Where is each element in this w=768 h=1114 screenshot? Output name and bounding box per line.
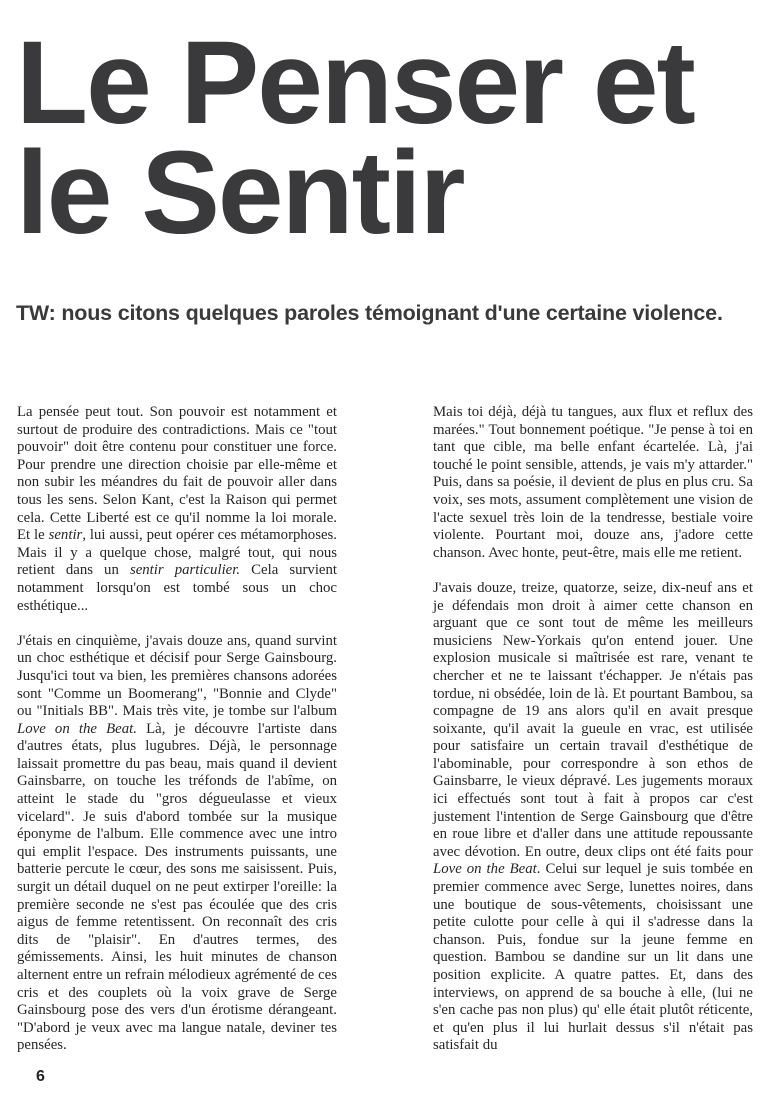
title-line-1: Le Penser et — [16, 17, 694, 149]
paragraph — [433, 580, 753, 1055]
paragraph — [433, 404, 753, 562]
italic-text: Love on the Beat. — [17, 720, 137, 737]
text-column-right — [433, 404, 753, 1055]
title-line-2: le Sentir — [16, 127, 464, 259]
text-run: , lui aussi, peut opérer ces métamorphoses. Mais il y a quelque chose, malgré tout, qui nous retient dans un — [17, 527, 337, 579]
text-run: . Celui sur lequel je suis tombée en premier commence avec Serge, lunettes noires, dans une boutique de sous-vêtements, choisissant une petite culotte pour celle à qui il s'adresse dans la chanson. Puis, fondue sur la jeune femme en question. Bambou se dandine sur un lit dans une position explicite. A quatre pattes. Et, dans des interviews, on apprend de sa bouche à elle, (lui ne s'en cache pas non plus) qu' elle était plutôt réticente, et qu'en plus il lui hurlait dessus s'il n'était pas satisfait du — [433, 861, 753, 1054]
italic-text: sentir particulier. — [129, 562, 241, 579]
page-number: 6 — [36, 1068, 45, 1085]
text-run: Là, je découvre l'artiste dans d'autres états, plus lugubres. Déjà, le personnage laissait promettre du pas beau, mais quand il devient Gainsbarre, on touche les tréfonds de l'abîme, on atteint le stade du "gros dégueulasse et vieux vicelard". Je suis d'abord tombée sur la musique éponyme de l'album. Elle commence avec une intro qui emplit l'espace. Des instruments puissants, une batterie percute le cœur, des sons me saisissent. Puis, surgit un détail duquel on ne peut extirper l'oreille: la première seconde ne s'est pas écoulée que des cris aigus de femme retentissent. On reconnaît des cris dits de "plaisir". En d'autres termes, des gémissements. Ainsi, les huit minutes de chanson alternent entre un refrain mélodieux agrémenté de ces cris et des couplets où la voix grave de Serge Gainsbourg pose des vers d'un érotisme dérangeant. "D'abord je veux avec ma langue natale, deviner tes pensées. — [17, 720, 337, 1054]
paragraph — [17, 633, 337, 1055]
trigger-warning: TW: nous citons quelques paroles témoignant d'une certaine violence. — [16, 301, 723, 325]
paragraph — [17, 404, 337, 615]
text-run: J'étais en cinquième, j'avais douze ans, quand survint un choc esthétique et décisif pour Serge Gainsbourg. Jusqu'ici tout va bien, les premières chansons adorées sont "Comme un Boomerang", "Bonnie and Clyde" ou "Initials BB". Mais très vite, je tombe sur l'album — [17, 632, 337, 720]
text-column-left — [17, 404, 337, 1055]
italic-text: Love on the Beat — [433, 861, 537, 878]
text-run: La pensée peut tout. Son pouvoir est notamment et surtout de produire des contradictions. Mais ce "tout pouvoir" doit être contenu pour constituer une force. Pour prendre une direction choisie par elle-même et non subir les méandres du fait de pouvoir aller dans tous les sens. Selon Kant, c'est la Raison qui permet cela. Cette Liberté est ce qu'il nomme la loi morale. Et le — [17, 404, 337, 544]
page-title — [16, 17, 756, 259]
text-run: Mais toi déjà, déjà tu tangues, aux flux et reflux des marées." Tout bonnement poétique. "Je pense à toi en tant que cible, ma belle enfant écartelée. Là, j'ai touché le point sensible, attends, je vais m'y attarder." Puis, dans sa poésie, il devient de plus en plus cru. Sa voix, ses mots, assument complètement une vision de l'acte sexuel très loin de la tendresse, bestiale voire violente. Pourtant moi, douze ans, j'adore cette chanson. Avec honte, peut-être, mais elle me retient. — [433, 404, 753, 561]
italic-text: sentir — [48, 527, 83, 544]
text-run: J'avais douze, treize, quatorze, seize, dix-neuf ans et je défendais mon droit à aimer cette chanson en arguant que ce sont tout de même les meilleurs musiciens New-Yorkais qu'on entend jouer. Une explosion musicale si maîtrisée est rare, venant te chercher et ne te laissant t'échapper. Je n'étais pas tordue, ni obsédée, loin de là. Et pourtant Bambou, sa compagne de 19 ans alors qu'il en avait presque soixante, qu'il avait la gueule en vrac, est utilisée pour satisfaire un certain travail d'esthétique de l'abominable, pour correspondre à son ethos de Gainsbarre, le vieux dépravé. Les jugements moraux ici effectués sont tout à fait à propos car c'est justement l'intention de Serge Gainsbourg que d'être en roue libre et d'aller dans une attitude repoussante avec dévotion. En outre, deux clips ont été faits pour — [433, 579, 753, 860]
text-run: Cela survient notamment lorsqu'on est tombé sous un choc esthétique... — [17, 562, 338, 614]
